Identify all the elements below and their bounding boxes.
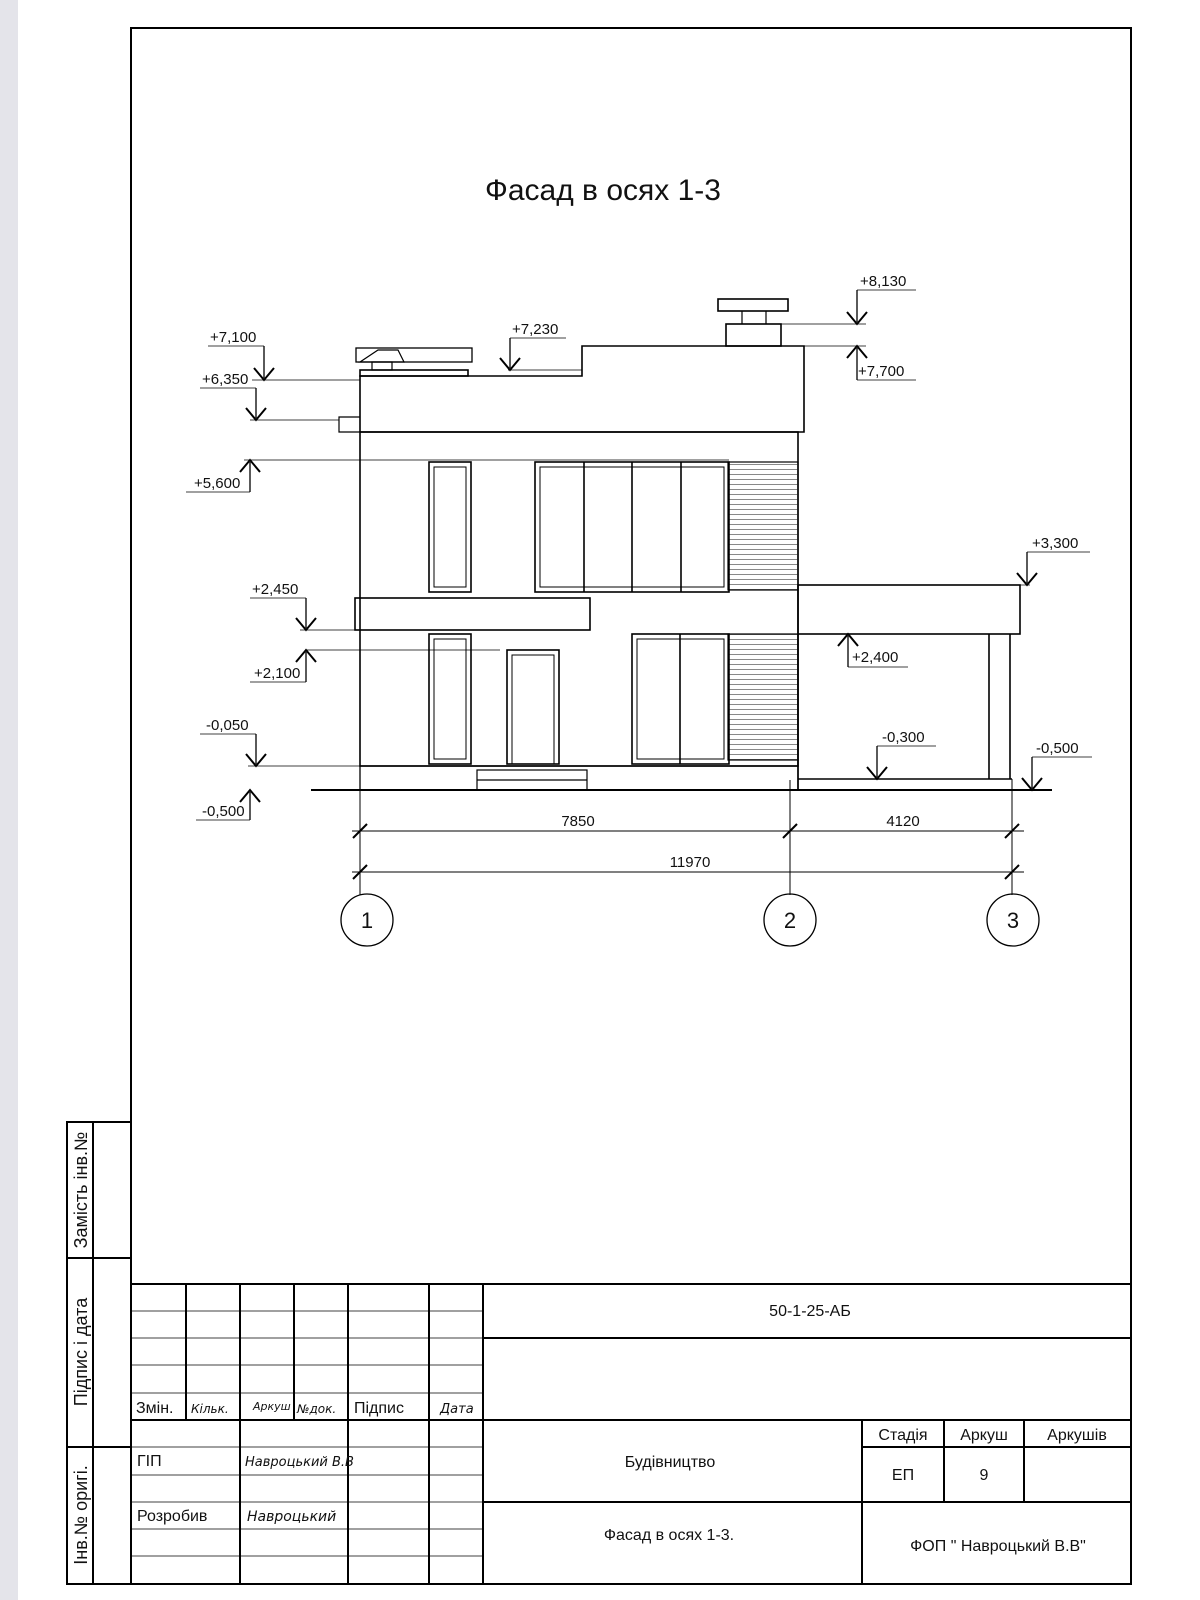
level-7700: +7,700	[858, 363, 905, 380]
level-2100: +2,100	[254, 665, 301, 682]
gip-role: ГІП	[137, 1453, 162, 1470]
siding-upper	[728, 462, 798, 590]
dimension-labels	[561, 813, 919, 871]
level-5600: +5,600	[194, 475, 241, 492]
axis-label-1: 1	[360, 908, 374, 933]
entrance-door	[507, 650, 559, 764]
level-minus-500-right: -0,500	[1036, 740, 1079, 757]
drawing-title: Фасад в осях 1-3	[485, 174, 721, 207]
side-stamp-labels	[71, 1132, 91, 1565]
window-lower-left	[429, 634, 471, 764]
vent-hood	[360, 350, 404, 362]
level-marks	[186, 290, 1092, 820]
stage-label: Стадія	[878, 1427, 928, 1444]
sheet-frame	[131, 28, 1131, 1584]
annex-roof	[798, 585, 1020, 634]
replace-inv-label: Замість інв.№	[71, 1131, 91, 1249]
level-6350: +6,350	[202, 371, 249, 388]
axis-label-2: 2	[783, 908, 797, 933]
axis-labels	[361, 908, 1019, 933]
sheet-title: Фасад в осях 1-3.	[603, 1527, 735, 1544]
roof-parapet	[360, 346, 804, 432]
col-pidpys: Підпис	[354, 1400, 404, 1417]
developer-name: Навроцький	[247, 1509, 337, 1525]
roof-vent	[360, 370, 468, 376]
dim-11970: 11970	[669, 854, 711, 871]
level-7100: +7,100	[210, 329, 257, 346]
col-ndok: №док.	[297, 1402, 337, 1416]
balcony-slab	[355, 598, 590, 630]
siding-lower	[728, 634, 798, 760]
dim-7850: 7850	[561, 813, 595, 830]
window-upper-left	[429, 462, 471, 592]
gutter	[339, 417, 360, 432]
level-2400: +2,400	[852, 649, 899, 666]
col-kilk: Кільк.	[191, 1402, 229, 1416]
level-labels	[194, 273, 1079, 820]
stage-value: ЕП	[891, 1467, 915, 1484]
dim-4120: 4120	[886, 813, 920, 830]
axis-label-3: 3	[1006, 908, 1020, 933]
col-zmin: Змін.	[136, 1400, 174, 1417]
gip-name: Навроцький В.В	[245, 1455, 354, 1470]
chimney	[726, 324, 781, 346]
level-minus-050: -0,050	[206, 717, 249, 734]
sheets-label: Аркушів	[1047, 1427, 1107, 1444]
col-data: Дата	[440, 1402, 474, 1417]
sheet-value: 9	[979, 1467, 989, 1484]
company-name: ФОП " Навроцький В.В"	[910, 1538, 1086, 1555]
sign-date-label: Підпис і дата	[71, 1297, 91, 1407]
developer-role: Розробив	[137, 1508, 208, 1525]
drawing-code: 50-1-25-АБ	[769, 1303, 851, 1320]
chimney-cap	[718, 299, 788, 311]
level-3300: +3,300	[1032, 535, 1079, 552]
level-2450: +2,450	[252, 581, 299, 598]
project-name: Будівництво	[624, 1454, 716, 1471]
building-elevation	[311, 299, 1052, 790]
title-block-text	[136, 1303, 1107, 1555]
inv-orig-label: Інв.№ оригі.	[71, 1465, 91, 1565]
level-minus-500-left: -0,500	[202, 803, 245, 820]
level-7230: +7,230	[512, 321, 559, 338]
level-minus-300: -0,300	[882, 729, 925, 746]
level-8130: +8,130	[860, 273, 907, 290]
sheet-label: Аркуш	[960, 1427, 1008, 1444]
col-arkush: Аркуш	[253, 1400, 291, 1413]
